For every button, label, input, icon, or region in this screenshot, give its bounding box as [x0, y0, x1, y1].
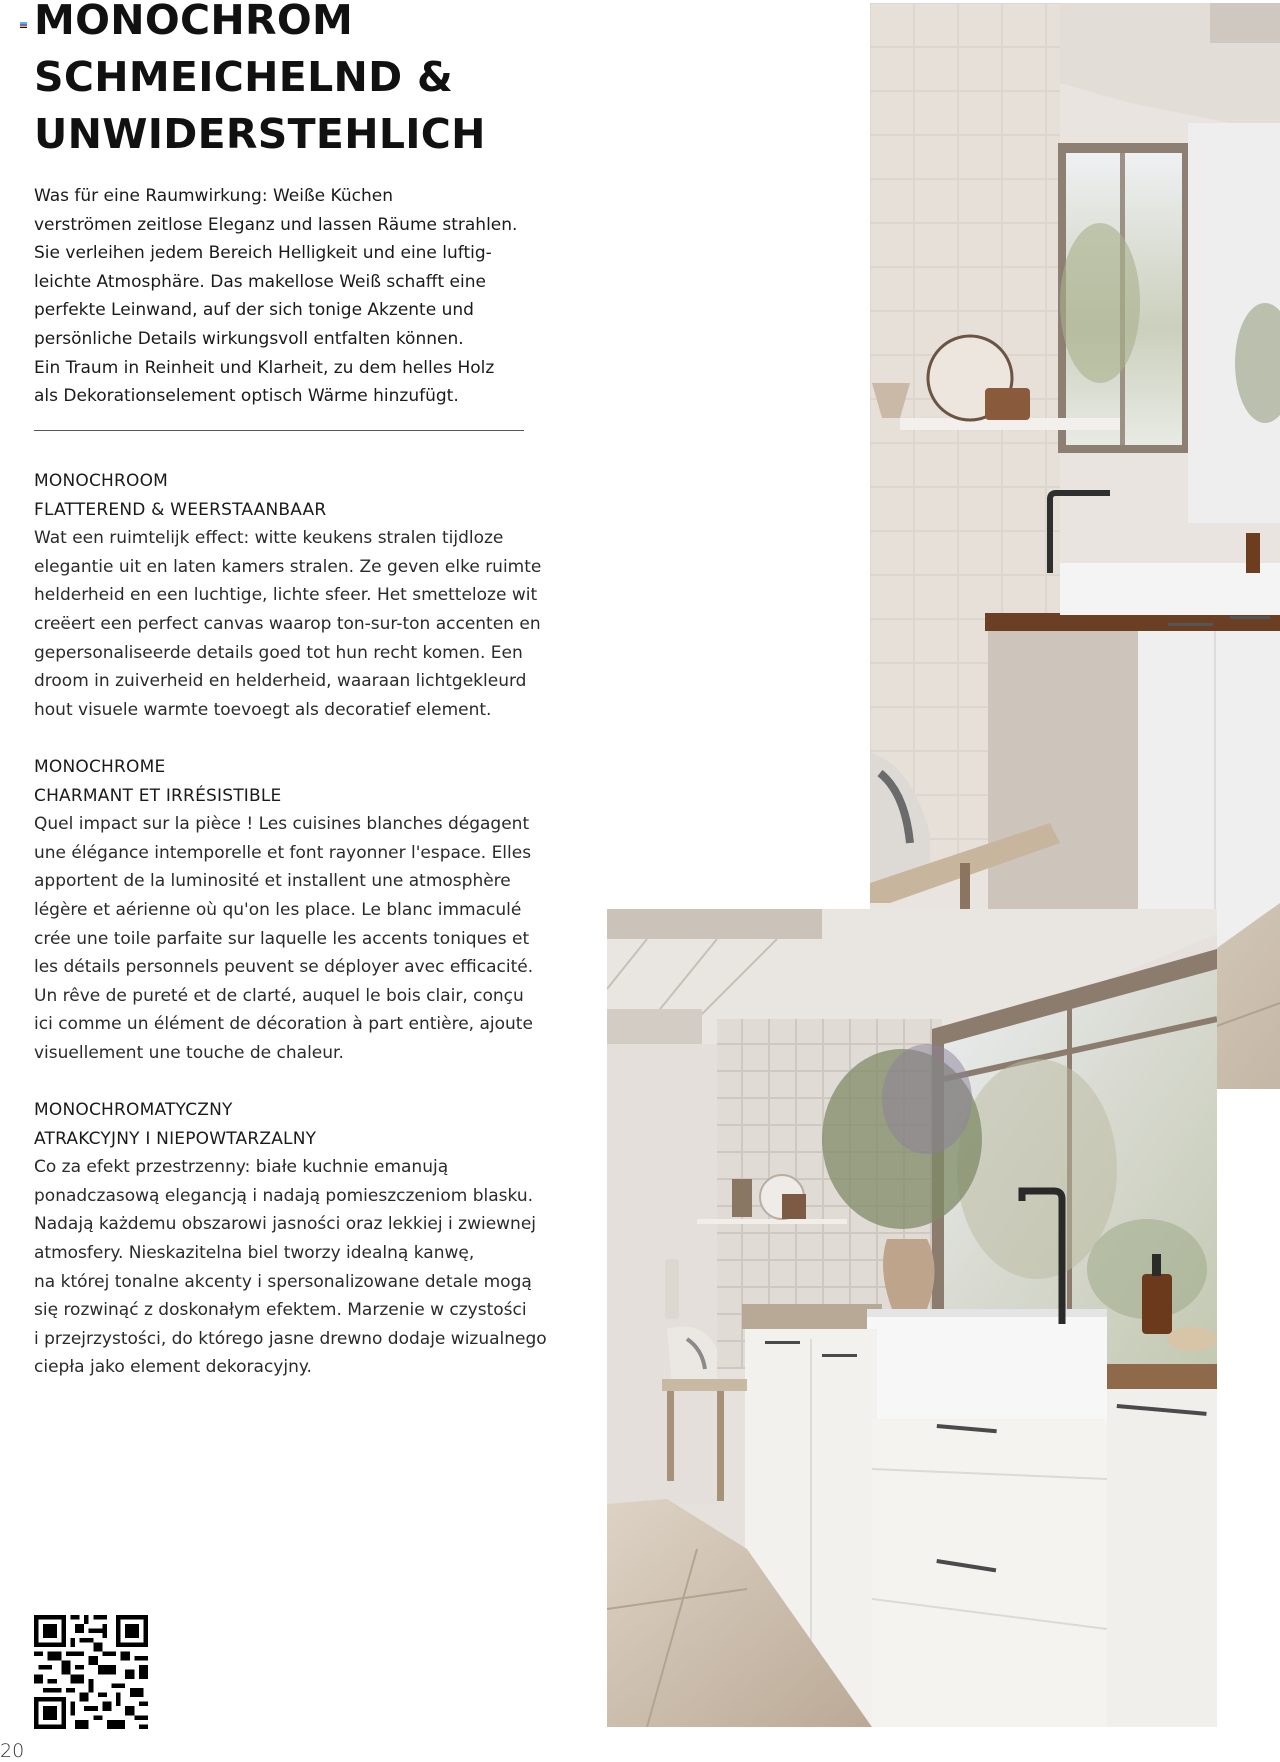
- section-line: creëert een perfect canvas waarop ton-sur-ton accenten en: [34, 613, 541, 634]
- page-title: [34, 0, 486, 163]
- title-line: MONOCHROM: [34, 0, 354, 44]
- intro-line: als Dekorationselement optisch Wärme hinzufügt.: [34, 386, 459, 407]
- section-line: hout visuele warmte toevoegt als decoratief element.: [34, 699, 492, 720]
- section-line: droom in zuiverheid en helderheid, waaraan lichtgekleurd: [34, 671, 527, 692]
- section-subheading: ATRAKCYJNY I NIEPOWTARZALNY: [34, 1128, 317, 1149]
- marker-stripe-black: [20, 27, 27, 28]
- section-heading: MONOCHROME: [34, 757, 166, 777]
- section-line: na której tonalne akcenty i spersonalizowane detale mogą: [34, 1271, 532, 1292]
- intro-line: Was für eine Raumwirkung: Weiße Küchen: [34, 186, 393, 206]
- section-heading: MONOCHROOM: [34, 471, 169, 491]
- kitchen-photo-main: [607, 909, 1217, 1727]
- section-line: Wat een ruimtelijk effect: witte keukens stralen tijdloze: [34, 528, 504, 549]
- section-fr: [34, 753, 534, 1068]
- qr-code[interactable]: [34, 1615, 148, 1729]
- intro-line: leichte Atmosphäre. Das makellose Weiß schafft eine: [34, 271, 486, 292]
- section-heading: MONOCHROMATYCZNY: [34, 1100, 233, 1120]
- section-line: une élégance intemporelle et font rayonner l'espace. Elles: [34, 842, 532, 863]
- page-number: 20: [0, 1740, 25, 1762]
- section-line: Quel impact sur la pièce ! Les cuisines blanches dégagent: [34, 814, 530, 835]
- qr-code-icon: [34, 1615, 148, 1729]
- section-line: się rozwinąć z doskonałym efektem. Marzenie w czystości: [34, 1300, 527, 1321]
- section-line: apportent de la luminosité et installent une atmosphère: [34, 871, 511, 892]
- section-line: crée une toile parfaite sur laquelle les accents toniques et: [34, 928, 530, 949]
- intro-line: perfekte Leinwand, auf der sich tonige Akzente und: [34, 300, 474, 321]
- intro-line: verströmen zeitlose Eleganz und lassen Räume strahlen.: [34, 214, 518, 235]
- section-line: ciepła jako element dekoracyjny.: [34, 1357, 312, 1378]
- kitchen-photo-main-image: [607, 909, 1217, 1727]
- section-subheading: FLATTEREND & WEERSTAANBAAR: [34, 499, 327, 520]
- section-line: elegantie uit en laten kamers stralen. Ze geven elke ruimte: [34, 556, 542, 577]
- section-line: visuellement une touche de chaleur.: [34, 1042, 344, 1063]
- section-divider: [34, 430, 524, 431]
- section-line: gepersonaliseerde details goed tot hun recht komen. Een: [34, 642, 523, 663]
- section-line: ici comme un élément de décoration à part entière, ajoute: [34, 1014, 533, 1035]
- title-line: UNWIDERSTEHLICH: [34, 110, 486, 158]
- section-line: Nadają każdemu obszarowi jasności oraz lekkiej i zwiewnej: [34, 1214, 537, 1235]
- section-line: ponadczasową elegancją i nadają pomieszczeniom blasku.: [34, 1185, 534, 1206]
- intro-line: Ein Traum in Reinheit und Klarheit, zu dem helles Holz: [34, 357, 495, 378]
- title-line: SCHMEICHELND &: [34, 53, 454, 101]
- section-line: Un rêve de pureté et de clarté, auquel le bois clair, conçu: [34, 985, 524, 1006]
- section-line: légère et aérienne où qu'on les place. Le blanc immaculé: [34, 899, 522, 920]
- section-subheading: CHARMANT ET IRRÉSISTIBLE: [34, 785, 282, 806]
- intro-paragraph-de: [34, 182, 534, 411]
- color-marker: [20, 22, 27, 28]
- section-line: helderheid en een luchtige, lichte sfeer. Het smetteloze wit: [34, 585, 538, 606]
- section-pl: [34, 1096, 547, 1382]
- section-line: Co za efekt przestrzenny: białe kuchnie emanują: [34, 1157, 449, 1178]
- section-nl: [34, 467, 542, 724]
- section-line: les détails personnels peuvent se déployer avec efficacité.: [34, 957, 534, 978]
- intro-line: persönliche Details wirkungsvoll entfalten können.: [34, 328, 464, 349]
- section-line: atmosfery. Nieskazitelna biel tworzy idealną kanwę,: [34, 1242, 475, 1263]
- section-line: i przejrzystości, do którego jasne drewno dodaje wizualnego: [34, 1328, 547, 1349]
- intro-line: Sie verleihen jedem Bereich Helligkeit und eine luftig-: [34, 243, 492, 264]
